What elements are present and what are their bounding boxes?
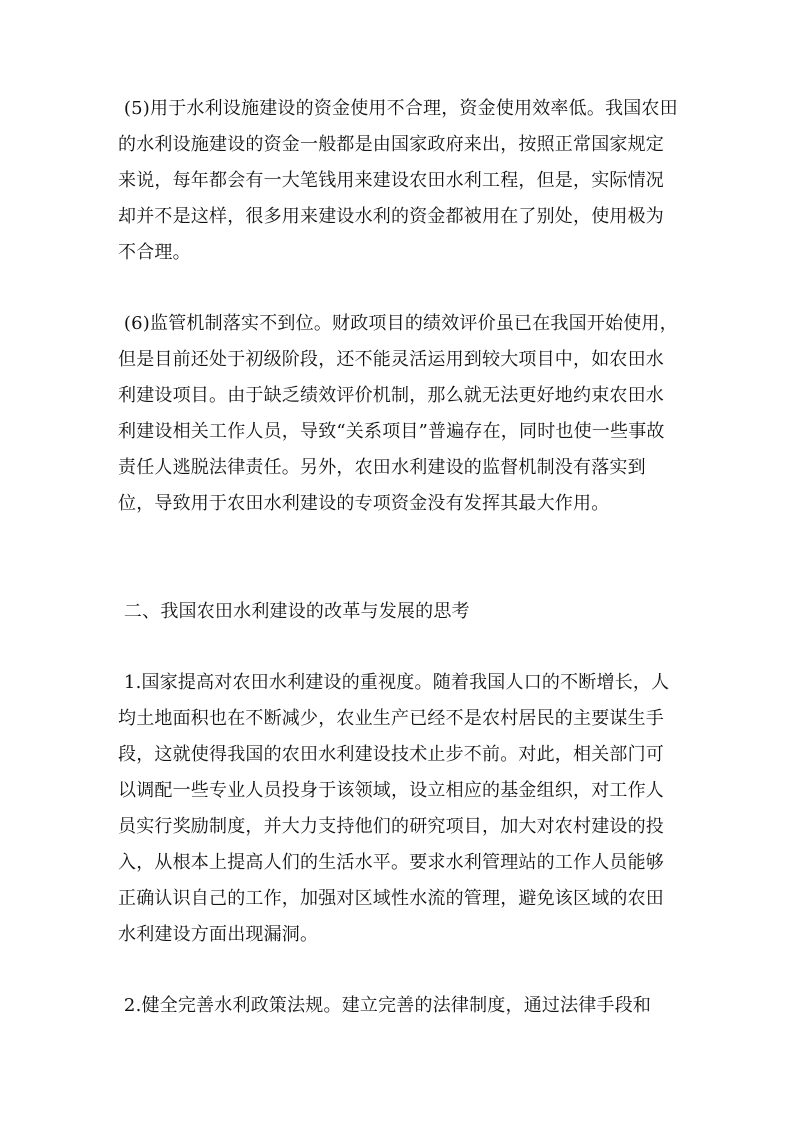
paragraph-item-6: (6)监管机制落实不到位。财政项目的绩效评价虽已在我国开始使用，但是目前还处于初级阶段，还不能灵活运用到较大项目中，如农田水利建设项目。由于缺乏绩效评价机制，那么就无法更好地约束农田水利建设相关工作人员，导致“关系项目”普遍存在，同时也使一些事故责任人逃脱法律责任。另外，农田水利建设的监督机制没有落实到位，导致用于农田水利建设的专项资金没有发挥其最大作用。	[118, 313, 678, 514]
section-heading-2: 二、我国农田水利建设的改革与发展的思考	[118, 601, 470, 622]
paragraph-item-2: 2.健全完善水利政策法规。建立完善的法律制度，通过法律手段和	[118, 995, 652, 1016]
paragraph-item-1: 1.国家提高对农田水利建设的重视度。随着我国人口的不断增长，人均土地面积也在不断减少，农业生产已经不是农村居民的主要谋生手段，这就使得我国的农田水利建设技术止步不前。对此，相关部门可以调配一些专业人员投身于该领域，设立相应的基金组织，对工作人员实行奖励制度，并大力支持他们的研究项目，加大对农村建设的投入，从根本上提高人们的生活水平。要求水利管理站的工作人员能够正确认识自己的工作，加强对区域性水流的管理，避免该区域的农田水利建设方面出现漏洞。	[118, 672, 670, 945]
paragraph-item-5: (5)用于水利设施建设的资金使用不合理，资金使用效率低。我国农田的水利设施建设的资金一般都是由国家政府来出，按照正常国家规定来说，每年都会有一大笔钱用来建设农田水利工程，但是，实际情况却并不是这样，很多用来建设水利的资金都被用在了别处，使用极为不合理。	[118, 98, 678, 263]
